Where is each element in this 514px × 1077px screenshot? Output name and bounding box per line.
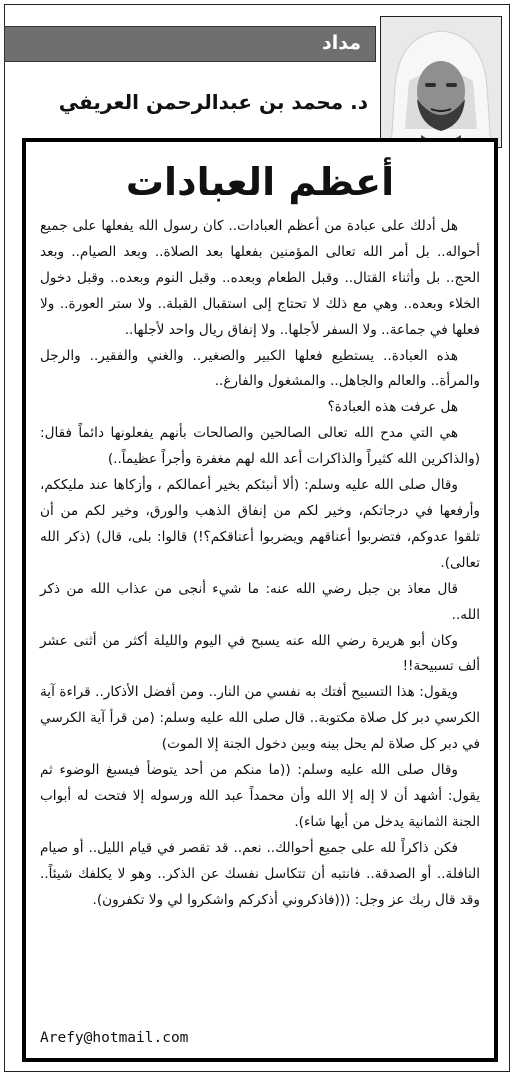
article-paragraph: هل أدلك على عبادة من أعظم العبادات.. كان رسول الله يفعلها على جميع أحواله.. بل أمر الله تعالى المؤمنين بفعلها بعد الصلاة.. وبعد الصيام.. وبعد الحج.. بل وأثناء القتال.. وقبل الطعام وبعده.. وقبل النوم وبعده.. وقبل دخول الخلاء وبعده.. وهي مع ذلك لا تحتاج إلى استقبال القبلة.. ولا ستر العورة.. ولا فعلها في جماعة.. ولا السفر لأجلها.. ولا إنفاق ريال واحد لأجلها.. [40,218,480,338]
article-paragraph: وكان أبو هريرة رضي الله عنه يسبح في اليوم والليلة أكثر من أثنى عشر ألف تسبيحة!! [40,632,480,675]
author-email: Arefy@hotmail.com [40,1030,189,1046]
article-title: أعظم العبادات [125,160,395,204]
article-paragraph: وقال صلى الله عليه وسلم: (ألا أنبئكم بخير أعمالكم ، وأزكاها عند مليككم، وأرفعها في درجاتكم، وخير لكم من إنفاق الذهب والورق، وخير لكم من أن تلقوا عدوكم، فتضربوا أعناقهم ويضربوا أعناقكم؟!) قالوا: بلى، قال) (ذكر الله تعالى). [40,477,480,571]
article-paragraph: هل عرفت هذه العبادة؟ [327,399,458,416]
article-paragraph: هذه العبادة.. يستطيع فعلها الكبير والصغير.. والغني والفقير.. والرجل والمرأة.. والعالم والجاهل.. والمشغول والفارغ.. [40,347,480,390]
author-photo [380,16,502,148]
article-paragraph: قال معاذ بن جبل رضي الله عنه: ما شيء أنجى من عذاب الله من ذكر الله.. [40,580,480,623]
article-paragraph: فكن ذاكراً لله على جميع أحوالك.. نعم.. قد تقصر في قيام الليل.. أو صيام النافلة.. أو الصدقة.. فانتبه أن تتكاسل نفسك عن الذكر.. وهو لا يكلفك شيئاً.. وقد قال ربك عز وجل: (((فاذكروني أذكركم واشكروا لي ولا تكفرون). [40,839,480,908]
article-paragraph: ويقول: هذا التسبيح أفتك به نفسي من النار.. ومن أفضل الأذكار.. قراءة آية الكرسي دبر كل صلاة مكتوبة.. قال صلى الله عليه وسلم: (من قرأ آية الكرسي في دبر كل صلاة لم يحل بينه وبين دخول الجنة إلا الموت) [40,684,480,753]
article-paragraph: هي التي مدح الله تعالى الصالحين والصالحات بأنهم يفعلونها دائماً فقال: (والذاكرين الله كثيراً والذاكرات أعد الله لهم مغفرة وأجراً عظيماً..) [40,425,480,468]
author-portrait-image [381,17,501,147]
article-box [22,138,498,1062]
article-body [40,214,480,913]
column-name: مداد [321,32,361,54]
article-paragraph: وقال صلى الله عليه وسلم: ((ما منكم من أحد يتوضأ فيسبغ الوضوء ثم يقول: أشهد أن لا إله إلا الله وأن محمداً عبد الله ورسوله إلا فتحت له أبواب الجنة الثمانية يدخل من أيها شاء). [40,762,480,830]
author-name: د. محمد بن عبدالرحمن العريفي [58,90,368,114]
column-banner [4,26,376,62]
